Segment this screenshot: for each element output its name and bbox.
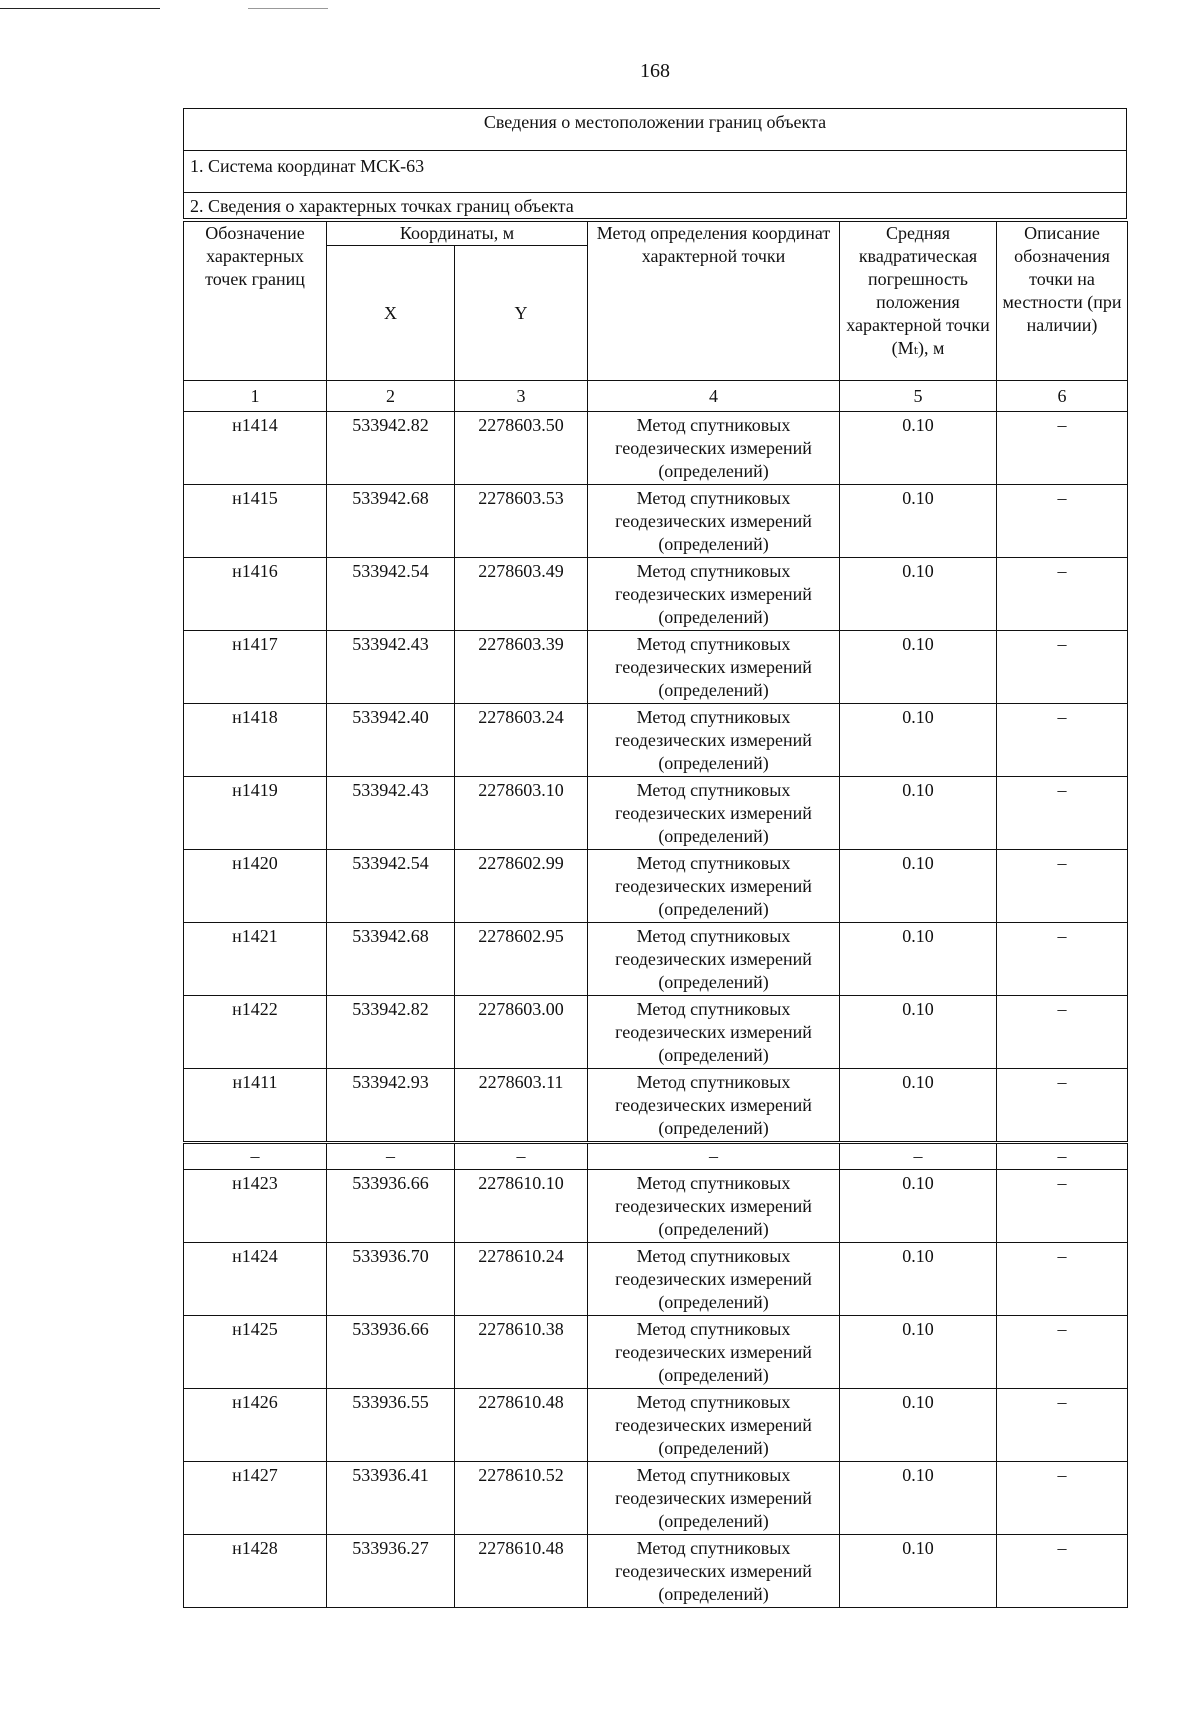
column-number: 3	[455, 381, 588, 412]
coord-y: 2278610.10	[455, 1170, 588, 1243]
col-method-header: Метод определения координат характерной точки	[588, 222, 840, 381]
point-id: н1417	[184, 631, 327, 704]
point-id: н1427	[184, 1462, 327, 1535]
separator-row	[184, 1143, 1128, 1170]
table-row	[184, 1316, 1128, 1389]
method-text: Метод спутниковых геодезических измерений (определений)	[588, 923, 840, 996]
section-header-box	[183, 108, 1127, 219]
point-id: н1428	[184, 1535, 327, 1608]
scan-artifact-line	[248, 8, 328, 9]
separator-dash: –	[455, 1143, 588, 1170]
error-value: 0.10	[840, 850, 997, 923]
description-value: –	[997, 631, 1128, 704]
error-value: 0.10	[840, 631, 997, 704]
coord-y: 2278603.53	[455, 485, 588, 558]
coord-y: 2278603.24	[455, 704, 588, 777]
error-value: 0.10	[840, 923, 997, 996]
description-value: –	[997, 1316, 1128, 1389]
column-number-row	[184, 381, 1128, 412]
description-value: –	[997, 1535, 1128, 1608]
scan-artifact-line	[0, 8, 160, 9]
description-value: –	[997, 1462, 1128, 1535]
separator-dash: –	[588, 1143, 840, 1170]
error-value: 0.10	[840, 1170, 997, 1243]
error-value: 0.10	[840, 704, 997, 777]
col-y-header: Y	[455, 246, 588, 381]
method-text: Метод спутниковых геодезических измерений (определений)	[588, 996, 840, 1069]
point-id: н1411	[184, 1069, 327, 1143]
error-value: 0.10	[840, 1316, 997, 1389]
method-text: Метод спутниковых геодезических измерений (определений)	[588, 631, 840, 704]
description-value: –	[997, 923, 1128, 996]
error-value: 0.10	[840, 485, 997, 558]
col-designation-header: Обозначение характерных точек границ	[184, 222, 327, 381]
method-text: Метод спутниковых геодезических измерений (определений)	[588, 1069, 840, 1143]
coord-x: 533942.54	[327, 558, 455, 631]
error-value: 0.10	[840, 1069, 997, 1143]
method-text: Метод спутниковых геодезических измерений (определений)	[588, 1243, 840, 1316]
point-id: н1423	[184, 1170, 327, 1243]
error-value: 0.10	[840, 412, 997, 485]
description-value: –	[997, 1243, 1128, 1316]
coord-y: 2278603.00	[455, 996, 588, 1069]
column-number: 2	[327, 381, 455, 412]
coord-y: 2278602.95	[455, 923, 588, 996]
coord-y: 2278610.24	[455, 1243, 588, 1316]
coord-x: 533942.68	[327, 485, 455, 558]
table-row	[184, 412, 1128, 485]
coord-y: 2278603.10	[455, 777, 588, 850]
coord-y: 2278603.50	[455, 412, 588, 485]
page-number: 168	[640, 60, 670, 82]
method-text: Метод спутниковых геодезических измерений (определений)	[588, 704, 840, 777]
error-value: 0.10	[840, 1462, 997, 1535]
point-id: н1414	[184, 412, 327, 485]
coord-x: 533936.41	[327, 1462, 455, 1535]
method-text: Метод спутниковых геодезических измерений (определений)	[588, 1316, 840, 1389]
column-number: 1	[184, 381, 327, 412]
coord-y: 2278610.48	[455, 1389, 588, 1462]
coord-x: 533942.82	[327, 996, 455, 1069]
table-row	[184, 1243, 1128, 1316]
description-value: –	[997, 1170, 1128, 1243]
point-id: н1421	[184, 923, 327, 996]
point-id: н1415	[184, 485, 327, 558]
coord-x: 533942.43	[327, 777, 455, 850]
error-value: 0.10	[840, 1389, 997, 1462]
description-value: –	[997, 777, 1128, 850]
coord-x: 533942.40	[327, 704, 455, 777]
table-body	[184, 381, 1128, 1608]
section-title: Сведения о местоположении границ объекта	[184, 109, 1126, 151]
col-coordinates-header: Координаты, м	[327, 222, 588, 246]
coord-x: 533942.93	[327, 1069, 455, 1143]
point-id: н1426	[184, 1389, 327, 1462]
point-id: н1422	[184, 996, 327, 1069]
method-text: Метод спутниковых геодезических измерений (определений)	[588, 412, 840, 485]
boundary-points-table	[183, 221, 1128, 1608]
error-value: 0.10	[840, 558, 997, 631]
method-text: Метод спутниковых геодезических измерений (определений)	[588, 1170, 840, 1243]
method-text: Метод спутниковых геодезических измерений (определений)	[588, 1535, 840, 1608]
point-id: н1425	[184, 1316, 327, 1389]
description-value: –	[997, 850, 1128, 923]
table-row	[184, 1170, 1128, 1243]
coord-y: 2278603.11	[455, 1069, 588, 1143]
column-number: 5	[840, 381, 997, 412]
point-id: н1424	[184, 1243, 327, 1316]
description-value: –	[997, 704, 1128, 777]
coordinate-system-label: 1. Система координат МСК-63	[184, 151, 1126, 193]
coord-x: 533942.54	[327, 850, 455, 923]
table-row	[184, 631, 1128, 704]
coord-x: 533936.27	[327, 1535, 455, 1608]
points-section-label: 2. Сведения о характерных точках границ объекта	[184, 193, 1126, 219]
coord-x: 533942.82	[327, 412, 455, 485]
table-row	[184, 704, 1128, 777]
column-number: 4	[588, 381, 840, 412]
coord-y: 2278603.49	[455, 558, 588, 631]
point-id: н1419	[184, 777, 327, 850]
error-value: 0.10	[840, 1535, 997, 1608]
table-row	[184, 996, 1128, 1069]
coord-x: 533942.68	[327, 923, 455, 996]
coord-y: 2278602.99	[455, 850, 588, 923]
description-value: –	[997, 558, 1128, 631]
description-value: –	[997, 996, 1128, 1069]
separator-dash: –	[840, 1143, 997, 1170]
col-error-header: Средняя квадратическая погрешность положения характерной точки (Mₜ), м	[840, 222, 997, 381]
table-row	[184, 1535, 1128, 1608]
method-text: Метод спутниковых геодезических измерений (определений)	[588, 1389, 840, 1462]
coord-y: 2278603.39	[455, 631, 588, 704]
method-text: Метод спутниковых геодезических измерений (определений)	[588, 558, 840, 631]
coord-x: 533936.66	[327, 1316, 455, 1389]
table-row	[184, 485, 1128, 558]
coord-y: 2278610.48	[455, 1535, 588, 1608]
coord-x: 533936.70	[327, 1243, 455, 1316]
method-text: Метод спутниковых геодезических измерений (определений)	[588, 777, 840, 850]
separator-dash: –	[184, 1143, 327, 1170]
point-id: н1418	[184, 704, 327, 777]
column-number: 6	[997, 381, 1128, 412]
method-text: Метод спутниковых геодезических измерений (определений)	[588, 850, 840, 923]
coord-y: 2278610.52	[455, 1462, 588, 1535]
point-id: н1416	[184, 558, 327, 631]
error-value: 0.10	[840, 1243, 997, 1316]
table-row	[184, 1389, 1128, 1462]
coord-x: 533936.55	[327, 1389, 455, 1462]
method-text: Метод спутниковых геодезических измерений (определений)	[588, 485, 840, 558]
error-value: 0.10	[840, 996, 997, 1069]
description-value: –	[997, 412, 1128, 485]
table-row	[184, 850, 1128, 923]
method-text: Метод спутниковых геодезических измерений (определений)	[588, 1462, 840, 1535]
col-x-header: X	[327, 246, 455, 381]
description-value: –	[997, 1389, 1128, 1462]
table-row	[184, 558, 1128, 631]
table-row	[184, 777, 1128, 850]
description-value: –	[997, 1069, 1128, 1143]
separator-dash: –	[327, 1143, 455, 1170]
table-row	[184, 923, 1128, 996]
point-id: н1420	[184, 850, 327, 923]
col-description-header: Описание обозначения точки на местности (при наличии)	[997, 222, 1128, 381]
coord-x: 533936.66	[327, 1170, 455, 1243]
error-value: 0.10	[840, 777, 997, 850]
separator-dash: –	[997, 1143, 1128, 1170]
coord-y: 2278610.38	[455, 1316, 588, 1389]
description-value: –	[997, 485, 1128, 558]
table-row	[184, 1069, 1128, 1143]
table-row	[184, 1462, 1128, 1535]
coord-x: 533942.43	[327, 631, 455, 704]
